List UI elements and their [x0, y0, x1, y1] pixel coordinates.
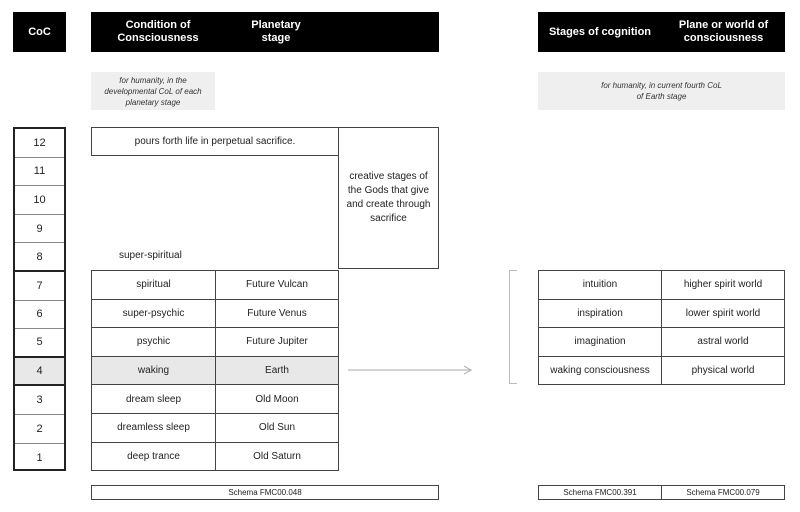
condition-cell: dream sleep — [91, 384, 216, 414]
arrow-right-icon — [348, 363, 474, 377]
header-condition — [108, 12, 208, 52]
condition-cell: dreamless sleep — [91, 413, 216, 443]
schema-mid-text: Schema FMC00.391 — [563, 488, 637, 497]
planet-cell: Old Sun — [215, 413, 339, 443]
planet-cell: Future Venus — [215, 299, 339, 329]
condition-cell: waking — [91, 356, 216, 386]
schema-mid — [538, 485, 662, 500]
coc-level: 4 — [15, 358, 64, 387]
planet-cell: Earth — [215, 356, 339, 386]
header-condition-label: Condition of Consciousness — [117, 19, 199, 44]
coc-level: 11 — [15, 158, 64, 187]
coc-level: 7 — [15, 272, 64, 301]
coc-level: 8 — [15, 243, 64, 272]
planet-cell: Future Vulcan — [215, 270, 339, 300]
condition-cell: psychic — [91, 327, 216, 357]
header-cognition-label: Stages of cognition — [548, 25, 652, 38]
planet-cell: Old Moon — [215, 384, 339, 414]
header-plane — [662, 12, 785, 52]
planet-cell: Future Jupiter — [215, 327, 339, 357]
world-cell: astral world — [661, 327, 785, 357]
sacrifice-text: pours forth life in perpetual sacrifice. — [134, 136, 296, 147]
cognition-stage-cell: inspiration — [538, 299, 662, 329]
header-coc-label: CoC — [28, 25, 51, 38]
coc-level: 12 — [15, 129, 64, 158]
super-spiritual-cell — [91, 241, 215, 269]
cognition-stage-cell: imagination — [538, 327, 662, 357]
header-cognition — [538, 12, 662, 52]
note-left — [91, 72, 215, 110]
condition-cell: spiritual — [91, 270, 216, 300]
gods-box — [338, 127, 439, 269]
header-plane-label: Plane or world of consciousness — [678, 19, 769, 44]
super-spiritual-text: super-spiritual — [119, 249, 182, 261]
coc-level: 2 — [15, 415, 64, 444]
schema-left — [91, 485, 439, 500]
coc-level: 6 — [15, 301, 64, 330]
coc-level: 10 — [15, 186, 64, 215]
gods-text: creative stages of the Gods that give and create through sacrifice — [346, 171, 431, 224]
header-planetary-label: Planetary stage — [251, 19, 301, 44]
schema-right-text: Schema FMC00.079 — [686, 488, 760, 497]
coc-level: 1 — [36, 451, 43, 464]
planet-cell: Old Saturn — [215, 442, 339, 472]
coc-level: 3 — [15, 386, 64, 415]
world-cell: lower spirit world — [661, 299, 785, 329]
header-planetary — [236, 12, 316, 52]
condition-cell: deep trance — [91, 442, 216, 472]
world-cell: higher spirit world — [661, 270, 785, 300]
schema-left-text: Schema FMC00.048 — [228, 488, 302, 497]
world-cell: physical world — [661, 356, 785, 386]
note-right — [538, 72, 785, 110]
sacrifice-box — [91, 127, 339, 156]
cognition-stage-cell: intuition — [538, 270, 662, 300]
condition-cell: super-psychic — [91, 299, 216, 329]
schema-right — [661, 485, 785, 500]
header-coc — [13, 12, 66, 52]
coc-level: 9 — [15, 215, 64, 244]
note-right-text: for humanity, in current fourth CoL of Earth stage — [601, 81, 722, 101]
coc-level: 5 — [15, 329, 64, 358]
bracket — [509, 270, 517, 384]
cognition-stage-cell: waking consciousness — [538, 356, 662, 386]
note-left-text: for humanity, in the developmental CoL of each planetary stage — [104, 75, 202, 107]
